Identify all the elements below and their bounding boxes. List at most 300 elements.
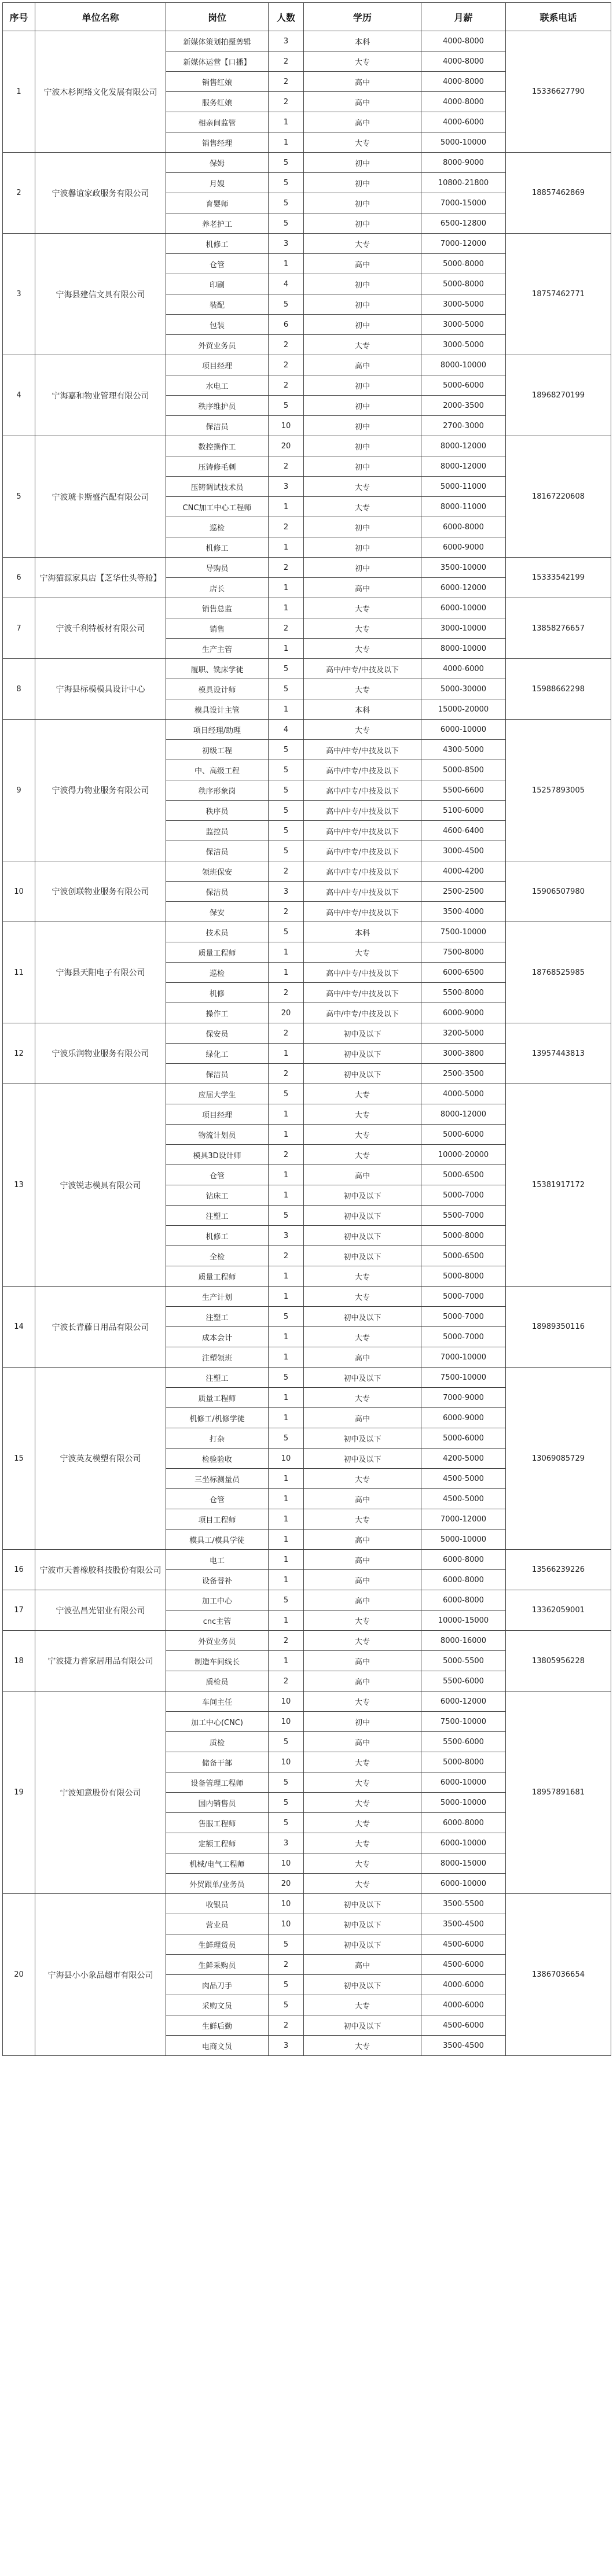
contact-phone: 15257893005 — [506, 720, 611, 861]
job-salary: 4500-5000 — [421, 1469, 506, 1489]
job-count: 1 — [269, 699, 304, 720]
job-salary: 5000-5500 — [421, 1651, 506, 1671]
job-education: 大专 — [304, 1084, 421, 1104]
job-education: 大专 — [304, 1813, 421, 1833]
job-salary: 6000-12000 — [421, 578, 506, 598]
job-salary: 4600-6400 — [421, 821, 506, 841]
job-salary: 5000-10000 — [421, 1530, 506, 1550]
job-count: 5 — [269, 396, 304, 416]
job-post: 服务红娘 — [166, 92, 269, 112]
header-no: 序号 — [3, 3, 35, 31]
job-education: 初中 — [304, 294, 421, 315]
job-count: 2 — [269, 92, 304, 112]
job-salary: 8000-16000 — [421, 1631, 506, 1651]
job-count: 5 — [269, 1793, 304, 1813]
job-salary: 5500-6600 — [421, 780, 506, 801]
row-number: 2 — [3, 153, 35, 234]
job-education: 大专 — [304, 1104, 421, 1125]
job-count: 1 — [269, 1104, 304, 1125]
row-number: 8 — [3, 659, 35, 720]
job-salary: 4000-6000 — [421, 1995, 506, 2015]
job-post: 生鲜理货员 — [166, 1934, 269, 1955]
contact-phone: 18968270199 — [506, 355, 611, 436]
job-post: 钻床工 — [166, 1185, 269, 1206]
job-salary: 5000-11000 — [421, 477, 506, 497]
company-name: 宁波得力物业服务有限公司 — [35, 720, 166, 861]
job-education: 大专 — [304, 1469, 421, 1489]
job-education: 高中/中专/中技及以下 — [304, 659, 421, 679]
job-post: 保洁员 — [166, 416, 269, 436]
job-education: 大专 — [304, 51, 421, 72]
job-education: 高中/中专/中技及以下 — [304, 801, 421, 821]
row-number: 13 — [3, 1084, 35, 1287]
job-education: 大专 — [304, 1752, 421, 1772]
contact-phone: 18989350116 — [506, 1287, 611, 1368]
job-salary: 6500-12800 — [421, 213, 506, 234]
job-count: 5 — [269, 1084, 304, 1104]
job-education: 高中 — [304, 1550, 421, 1570]
row-number: 16 — [3, 1550, 35, 1590]
job-post: 制造车间线长 — [166, 1651, 269, 1671]
job-count: 1 — [269, 1469, 304, 1489]
job-count: 1 — [269, 1651, 304, 1671]
table-row — [3, 659, 611, 679]
job-count: 1 — [269, 1408, 304, 1428]
job-education: 高中 — [304, 1570, 421, 1590]
job-count: 5 — [269, 173, 304, 193]
job-post: 生鲜采购员 — [166, 1955, 269, 1975]
job-post: 销售总监 — [166, 598, 269, 618]
job-education: 高中 — [304, 1408, 421, 1428]
job-salary: 5500-8000 — [421, 983, 506, 1003]
job-education: 大专 — [304, 1509, 421, 1530]
job-salary: 4000-6000 — [421, 112, 506, 132]
company-name: 宁波知意股份有限公司 — [35, 1691, 166, 1894]
job-salary: 7500-8000 — [421, 942, 506, 963]
job-post: 领班保安 — [166, 861, 269, 882]
job-post: 秩序形象岗 — [166, 780, 269, 801]
job-count: 5 — [269, 1732, 304, 1752]
job-count: 1 — [269, 1185, 304, 1206]
job-count: 10 — [269, 416, 304, 436]
job-post: 注塑工 — [166, 1307, 269, 1327]
job-count: 1 — [269, 1287, 304, 1307]
company-name: 宁海县建信文具有限公司 — [35, 234, 166, 355]
job-education: 大专 — [304, 1631, 421, 1651]
job-count: 1 — [269, 1165, 304, 1185]
job-education: 初中及以下 — [304, 1185, 421, 1206]
job-count: 5 — [269, 294, 304, 315]
job-post: 模具3D设计师 — [166, 1145, 269, 1165]
contact-phone: 15381917172 — [506, 1084, 611, 1287]
job-salary: 6000-9000 — [421, 1408, 506, 1428]
company-name: 宁波长青藤日用品有限公司 — [35, 1287, 166, 1368]
job-salary: 5000-6000 — [421, 1428, 506, 1449]
table-row — [3, 1691, 611, 1712]
job-count: 2 — [269, 1671, 304, 1691]
job-education: 大专 — [304, 1793, 421, 1813]
job-salary: 3000-4500 — [421, 841, 506, 861]
row-number: 12 — [3, 1023, 35, 1084]
job-post: 仓管 — [166, 1165, 269, 1185]
job-salary: 3000-10000 — [421, 618, 506, 639]
job-education: 高中 — [304, 1955, 421, 1975]
company-name: 宁波千利特板材有限公司 — [35, 598, 166, 659]
job-post: 巡检 — [166, 963, 269, 983]
job-post: 机修工 — [166, 234, 269, 254]
job-post: 保安员 — [166, 1023, 269, 1044]
job-count: 20 — [269, 436, 304, 456]
job-education: 初中 — [304, 375, 421, 396]
row-number: 9 — [3, 720, 35, 861]
job-salary: 6000-12000 — [421, 1691, 506, 1712]
job-education: 高中/中专/中技及以下 — [304, 821, 421, 841]
company-name: 宁海县天阳电子有限公司 — [35, 922, 166, 1023]
job-post: 仓管 — [166, 1489, 269, 1509]
job-post: 中、高级工程 — [166, 760, 269, 780]
job-salary: 7000-10000 — [421, 1347, 506, 1368]
job-education: 初中 — [304, 315, 421, 335]
job-education: 本科 — [304, 922, 421, 942]
job-salary: 2700-3000 — [421, 416, 506, 436]
job-education: 初中 — [304, 1712, 421, 1732]
job-count: 2 — [269, 861, 304, 882]
header-company: 单位名称 — [35, 3, 166, 31]
job-education: 大专 — [304, 234, 421, 254]
job-count: 6 — [269, 315, 304, 335]
job-post: 初级工程 — [166, 740, 269, 760]
job-post: 质检员 — [166, 1671, 269, 1691]
row-number: 4 — [3, 355, 35, 436]
job-education: 大专 — [304, 1145, 421, 1165]
job-post: 项目工程师 — [166, 1509, 269, 1530]
job-education: 初中 — [304, 173, 421, 193]
job-post: 模具设计主管 — [166, 699, 269, 720]
contact-phone: 18757462771 — [506, 234, 611, 355]
job-post: 店长 — [166, 578, 269, 598]
job-education: 高中 — [304, 1347, 421, 1368]
job-post: 注塑领班 — [166, 1347, 269, 1368]
job-count: 5 — [269, 841, 304, 861]
page — [2, 2, 611, 2056]
job-post: 水电工 — [166, 375, 269, 396]
job-count: 2 — [269, 72, 304, 92]
job-count: 5 — [269, 153, 304, 173]
job-count: 5 — [269, 922, 304, 942]
job-post: 导购员 — [166, 558, 269, 578]
job-post: 秩序员 — [166, 801, 269, 821]
job-count: 3 — [269, 31, 304, 51]
job-post: 质量工程师 — [166, 1266, 269, 1287]
job-count: 5 — [269, 679, 304, 699]
job-post: 机修工 — [166, 537, 269, 558]
job-count: 2 — [269, 51, 304, 72]
company-name: 宁海县标模模具设计中心 — [35, 659, 166, 720]
job-salary: 6000-10000 — [421, 1874, 506, 1894]
job-count: 5 — [269, 1975, 304, 1995]
job-salary: 3500-4500 — [421, 1914, 506, 1934]
job-count: 2 — [269, 1023, 304, 1044]
job-count: 10 — [269, 1752, 304, 1772]
contact-phone: 13957443813 — [506, 1023, 611, 1084]
job-count: 5 — [269, 1307, 304, 1327]
job-post: 外贸业务员 — [166, 1631, 269, 1651]
company-name: 宁波英友模塑有限公司 — [35, 1368, 166, 1550]
job-count: 10 — [269, 1914, 304, 1934]
job-education: 高中 — [304, 72, 421, 92]
job-salary: 5000-6500 — [421, 1165, 506, 1185]
job-count: 5 — [269, 1995, 304, 2015]
job-salary: 6000-8000 — [421, 1590, 506, 1611]
job-salary: 2500-3500 — [421, 1064, 506, 1084]
job-salary: 4000-5000 — [421, 1084, 506, 1104]
job-count: 5 — [269, 1934, 304, 1955]
header-salary: 月薪 — [421, 3, 506, 31]
table-row — [3, 436, 611, 456]
job-salary: 3000-5000 — [421, 315, 506, 335]
job-salary: 7500-10000 — [421, 922, 506, 942]
job-education: 初中及以下 — [304, 1206, 421, 1226]
job-education: 大专 — [304, 1125, 421, 1145]
company-name: 宁波创联物业服务有限公司 — [35, 861, 166, 922]
job-education: 高中 — [304, 1489, 421, 1509]
job-education: 高中/中专/中技及以下 — [304, 740, 421, 760]
job-count: 1 — [269, 639, 304, 659]
job-count: 5 — [269, 1590, 304, 1611]
job-education: 大专 — [304, 1691, 421, 1712]
job-salary: 5000-6500 — [421, 1246, 506, 1266]
job-salary: 4200-5000 — [421, 1449, 506, 1469]
row-number: 5 — [3, 436, 35, 558]
table-row — [3, 153, 611, 173]
table-row — [3, 234, 611, 254]
job-count: 5 — [269, 659, 304, 679]
job-count: 2 — [269, 1955, 304, 1975]
job-education: 高中 — [304, 1732, 421, 1752]
job-post: 成本会计 — [166, 1327, 269, 1347]
job-post: 销售 — [166, 618, 269, 639]
job-salary: 3500-4500 — [421, 2036, 506, 2056]
job-education: 大专 — [304, 1772, 421, 1793]
job-count: 1 — [269, 1327, 304, 1347]
job-post: 外贸跟单/业务员 — [166, 1874, 269, 1894]
job-salary: 6000-8000 — [421, 1813, 506, 1833]
job-post: 印刷 — [166, 274, 269, 294]
job-education: 大专 — [304, 1833, 421, 1853]
job-count: 1 — [269, 578, 304, 598]
job-education: 大专 — [304, 1611, 421, 1631]
job-count: 1 — [269, 963, 304, 983]
job-salary: 2000-3500 — [421, 396, 506, 416]
job-salary: 8000-10000 — [421, 639, 506, 659]
job-count: 1 — [269, 1550, 304, 1570]
job-post: 仓管 — [166, 254, 269, 274]
table-row — [3, 355, 611, 375]
table-row — [3, 31, 611, 51]
job-education: 初中 — [304, 213, 421, 234]
job-post: 保洁员 — [166, 841, 269, 861]
job-count: 2 — [269, 558, 304, 578]
job-count: 3 — [269, 2036, 304, 2056]
row-number: 3 — [3, 234, 35, 355]
company-name: 宁波乐润物业服务有限公司 — [35, 1023, 166, 1084]
job-salary: 5000-8000 — [421, 1266, 506, 1287]
job-salary: 5500-7000 — [421, 1206, 506, 1226]
table-row — [3, 1590, 611, 1611]
job-count: 1 — [269, 1611, 304, 1631]
job-salary: 6000-8000 — [421, 1570, 506, 1590]
company-name: 宁波锐志模具有限公司 — [35, 1084, 166, 1287]
job-post: 国内销售员 — [166, 1793, 269, 1813]
job-salary: 8000-12000 — [421, 1104, 506, 1125]
job-count: 2 — [269, 335, 304, 355]
job-education: 高中 — [304, 1530, 421, 1550]
job-count: 1 — [269, 254, 304, 274]
row-number: 7 — [3, 598, 35, 659]
contact-phone: 18857462869 — [506, 153, 611, 234]
job-education: 初中及以下 — [304, 1934, 421, 1955]
table-row — [3, 1084, 611, 1104]
header-education: 学历 — [304, 3, 421, 31]
job-count: 2 — [269, 618, 304, 639]
job-education: 初中 — [304, 456, 421, 477]
job-education: 高中/中专/中技及以下 — [304, 780, 421, 801]
job-education: 高中 — [304, 1165, 421, 1185]
job-education: 高中/中专/中技及以下 — [304, 882, 421, 902]
company-name: 宁波捷力普家居用品有限公司 — [35, 1631, 166, 1691]
job-salary: 15000-20000 — [421, 699, 506, 720]
job-salary: 4300-5000 — [421, 740, 506, 760]
table-row — [3, 1550, 611, 1570]
job-post: 相亲间监管 — [166, 112, 269, 132]
job-post: 包装 — [166, 315, 269, 335]
company-name: 宁海嘉和物业管理有限公司 — [35, 355, 166, 436]
job-count: 3 — [269, 477, 304, 497]
job-post: 全检 — [166, 1246, 269, 1266]
job-education: 高中/中专/中技及以下 — [304, 861, 421, 882]
job-count: 1 — [269, 112, 304, 132]
row-number: 10 — [3, 861, 35, 922]
job-post: 生产计划 — [166, 1287, 269, 1307]
job-education: 初中 — [304, 416, 421, 436]
job-count: 3 — [269, 234, 304, 254]
job-post: 监控员 — [166, 821, 269, 841]
job-education: 高中/中专/中技及以下 — [304, 1003, 421, 1023]
job-education: 大专 — [304, 1266, 421, 1287]
job-salary: 8000-10000 — [421, 355, 506, 375]
job-post: 新媒体运营【口播】 — [166, 51, 269, 72]
job-education: 初中及以下 — [304, 2015, 421, 2036]
job-salary: 8000-15000 — [421, 1853, 506, 1874]
job-post: 养老护工 — [166, 213, 269, 234]
job-salary: 4000-6000 — [421, 659, 506, 679]
table-row — [3, 1894, 611, 1914]
job-salary: 6000-10000 — [421, 598, 506, 618]
company-name: 宁海猫源家具店【芝华仕头等舱】 — [35, 558, 166, 598]
job-education: 初中及以下 — [304, 1246, 421, 1266]
job-count: 10 — [269, 1712, 304, 1732]
job-education: 大专 — [304, 477, 421, 497]
job-education: 高中 — [304, 112, 421, 132]
job-salary: 8000-12000 — [421, 456, 506, 477]
table-row — [3, 922, 611, 942]
table-row — [3, 1023, 611, 1044]
job-salary: 3500-10000 — [421, 558, 506, 578]
job-salary: 6000-8000 — [421, 1550, 506, 1570]
job-education: 大专 — [304, 598, 421, 618]
job-salary: 5000-10000 — [421, 132, 506, 153]
job-salary: 5000-7000 — [421, 1307, 506, 1327]
job-count: 10 — [269, 1894, 304, 1914]
job-count: 1 — [269, 537, 304, 558]
job-education: 大专 — [304, 335, 421, 355]
job-education: 初中及以下 — [304, 1226, 421, 1246]
job-education: 大专 — [304, 132, 421, 153]
job-post: 新媒体策划拍摄剪辑 — [166, 31, 269, 51]
table-row — [3, 861, 611, 882]
job-count: 3 — [269, 1833, 304, 1853]
job-salary: 6000-9000 — [421, 537, 506, 558]
job-salary: 6000-10000 — [421, 1833, 506, 1853]
company-name: 宁波木杉网络文化发展有限公司 — [35, 31, 166, 153]
job-count: 1 — [269, 1509, 304, 1530]
job-education: 初中及以下 — [304, 1044, 421, 1064]
job-education: 本科 — [304, 699, 421, 720]
job-salary: 4500-5000 — [421, 1489, 506, 1509]
job-education: 初中及以下 — [304, 1023, 421, 1044]
job-salary: 7500-10000 — [421, 1712, 506, 1732]
job-salary: 4500-6000 — [421, 1934, 506, 1955]
company-name: 宁波琥卡斯盛汽配有限公司 — [35, 436, 166, 558]
job-salary: 7500-10000 — [421, 1368, 506, 1388]
job-post: 车间主任 — [166, 1691, 269, 1712]
table-row — [3, 598, 611, 618]
row-number: 1 — [3, 31, 35, 153]
job-count: 1 — [269, 942, 304, 963]
job-salary: 5000-7000 — [421, 1287, 506, 1307]
job-post: 机修工/机修学徒 — [166, 1408, 269, 1428]
job-salary: 8000-9000 — [421, 153, 506, 173]
job-count: 5 — [269, 213, 304, 234]
job-salary: 6000-9000 — [421, 1003, 506, 1023]
job-salary: 2500-2500 — [421, 882, 506, 902]
job-salary: 3500-5500 — [421, 1894, 506, 1914]
table-row — [3, 1368, 611, 1388]
job-salary: 4000-8000 — [421, 72, 506, 92]
job-salary: 5000-6000 — [421, 1125, 506, 1145]
job-education: 初中及以下 — [304, 1307, 421, 1327]
company-name: 宁波弘昌光铝业有限公司 — [35, 1590, 166, 1631]
job-count: 5 — [269, 193, 304, 213]
job-post: 质检 — [166, 1732, 269, 1752]
job-post: 储备干部 — [166, 1752, 269, 1772]
job-post: 项目经理 — [166, 1104, 269, 1125]
job-count: 3 — [269, 882, 304, 902]
job-salary: 8000-12000 — [421, 436, 506, 456]
job-education: 初中 — [304, 274, 421, 294]
job-education: 大专 — [304, 1287, 421, 1307]
job-post: 机修 — [166, 983, 269, 1003]
job-education: 高中 — [304, 1590, 421, 1611]
job-post: 项目经理/助理 — [166, 720, 269, 740]
job-salary: 6000-10000 — [421, 1772, 506, 1793]
recruitment-table — [2, 2, 611, 2056]
job-salary: 5000-8000 — [421, 254, 506, 274]
job-count: 10 — [269, 1691, 304, 1712]
job-count: 2 — [269, 1064, 304, 1084]
contact-phone: 13566239226 — [506, 1550, 611, 1590]
job-post: 销售经理 — [166, 132, 269, 153]
